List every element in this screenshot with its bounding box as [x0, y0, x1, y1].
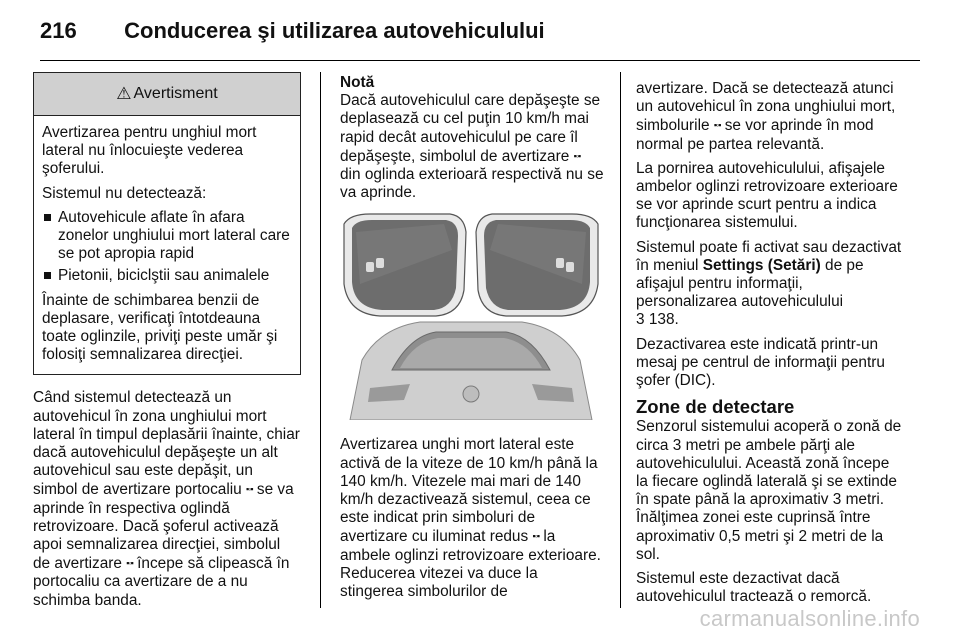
text-run: avertizare. Dacă se detectează atunci un autovehicul în zona unghiului mort, simbolurile: [636, 80, 896, 135]
warning-bullet: Pietonii, biciclştii sau animalele: [42, 267, 292, 285]
text-run: de pe afişajul pentru informaţii, personalizarea autovehiculului: [636, 256, 864, 311]
warning-box: [33, 72, 301, 375]
body-paragraph: Sistemul este dezactivat dacă autovehiculul tractează o remorcă.: [636, 570, 872, 606]
watermark: carmanualsonline.info: [699, 606, 920, 631]
warning-body: [34, 116, 300, 374]
blind-spot-symbol-icon: ▪◦▪: [713, 120, 721, 131]
warning-header: [34, 73, 300, 116]
warning-text-1: Avertizarea pentru unghiul mort lateral nu înlocuieşte vederea şoferului.: [42, 124, 257, 178]
body-paragraph: La pornirea autovehiculului, afişajele ambelor oglinzi retrovizoare exterioare se vor aprinde scurt pentru a indica funcţionarea sistemului.: [636, 159, 898, 232]
text-run: începe să clipească în portocaliu ca avertizare de a nu schimba banda.: [33, 555, 290, 609]
column-divider: [620, 72, 621, 608]
text-run: se va aprinde în respectiva oglindă retrovizoare. Dacă şoferul activează apoi semnalizarea direcţiei, simbolul de avertizare: [33, 481, 294, 573]
text-run: se vor aprinde în mod normal pe partea relevantă.: [636, 117, 874, 153]
chapter-title: Conducerea şi utilizarea autovehiculului: [124, 18, 545, 43]
page-reference: 3 138.: [636, 311, 679, 329]
column-2: [340, 74, 604, 607]
blind-spot-symbol-icon: ▪◦▪: [246, 484, 253, 495]
mirror-illustration-svg: [340, 210, 602, 420]
settings-menu-name: Settings (Setări): [702, 256, 821, 274]
blind-spot-symbol-icon: ▪◦▪: [532, 531, 540, 542]
text-run: Sistemul poate fi activat sau dezactivat în meniul: [636, 238, 902, 274]
note-text: [340, 92, 604, 202]
section-heading: Zone de detectare: [636, 396, 795, 418]
text-run: Dacă autovehiculul care depăşeşte se deplasează cu cel puţin 10 km/h mai rapid decât autovehiculul pe care îl depăşeşte, simbolul de avertizare: [340, 92, 601, 165]
warning-bullet-list: [42, 209, 292, 286]
body-paragraph: [33, 389, 301, 609]
warning-text-3: Înainte de schimbarea benzii de deplasare, verificaţi întotdeauna toate oglinzile, priviţi peste umăr şi folosiţi semnalizarea direcţiei.: [42, 291, 278, 364]
text-run: Când sistemul detectează un autovehicul în zona unghiului mort lateral în timpul deplasării înainte, chiar dacă autovehiculul depăşeşte un alt autovehicul sau este depăşit, un simbol de avertizare portocaliu: [33, 389, 300, 499]
warning-title: Avertisment: [133, 84, 218, 102]
warning-bullet: Autovehicule aflate în afara zonelor unghiului mort lateral care se pot apropia rapid: [42, 209, 292, 264]
warning-text-2: Sistemul nu detectează:: [42, 184, 207, 202]
mirror-illustration: [340, 210, 602, 420]
page-header: [40, 18, 545, 44]
column-1: [33, 72, 301, 616]
blind-spot-symbol-icon: ▪◦▪: [573, 150, 581, 161]
body-paragraph: Dezactivarea este indicată printr-un mesaj pe centrul de informaţii pentru şofer (DIC).: [636, 335, 885, 390]
text-run: din oglinda exterioară respectivă nu se va aprinde.: [340, 166, 604, 202]
body-paragraph: [636, 239, 904, 330]
column-3: [636, 80, 904, 612]
blind-spot-symbol-icon: ▪◦▪: [126, 558, 133, 569]
body-paragraph: [340, 436, 604, 601]
header-rule: [40, 60, 920, 61]
text-run: Avertizarea unghi mort lateral este activă de la viteze de 10 km/h până la 140 km/h. Vitezele mai mari de 140 km/h dezactivează sistemul, ceea ce este indicat prin simboluri de avertizare cu iluminat redus: [340, 436, 598, 546]
body-paragraph: Senzorul sistemului acoperă o zonă de circa 3 metri pe ambele părţi ale autovehiculului. Această zonă începe la fiecare oglindă laterală şi se extinde în spate până la aproximativ 3 metri. Înălţimea zonei este cuprinsă între aproximativ 0,5 metri şi 2 metri de la sol.: [636, 418, 902, 563]
note-label: Notă: [340, 74, 375, 91]
text-run: la ambele oglinzi retrovizoare exterioare. Reducerea vitezei va duce la stingerea simbolurilor de: [340, 528, 601, 601]
warning-triangle-icon: ⚠: [116, 83, 132, 103]
column-divider: [320, 72, 321, 608]
body-paragraph: [636, 80, 904, 154]
page-number: 216: [40, 18, 77, 43]
